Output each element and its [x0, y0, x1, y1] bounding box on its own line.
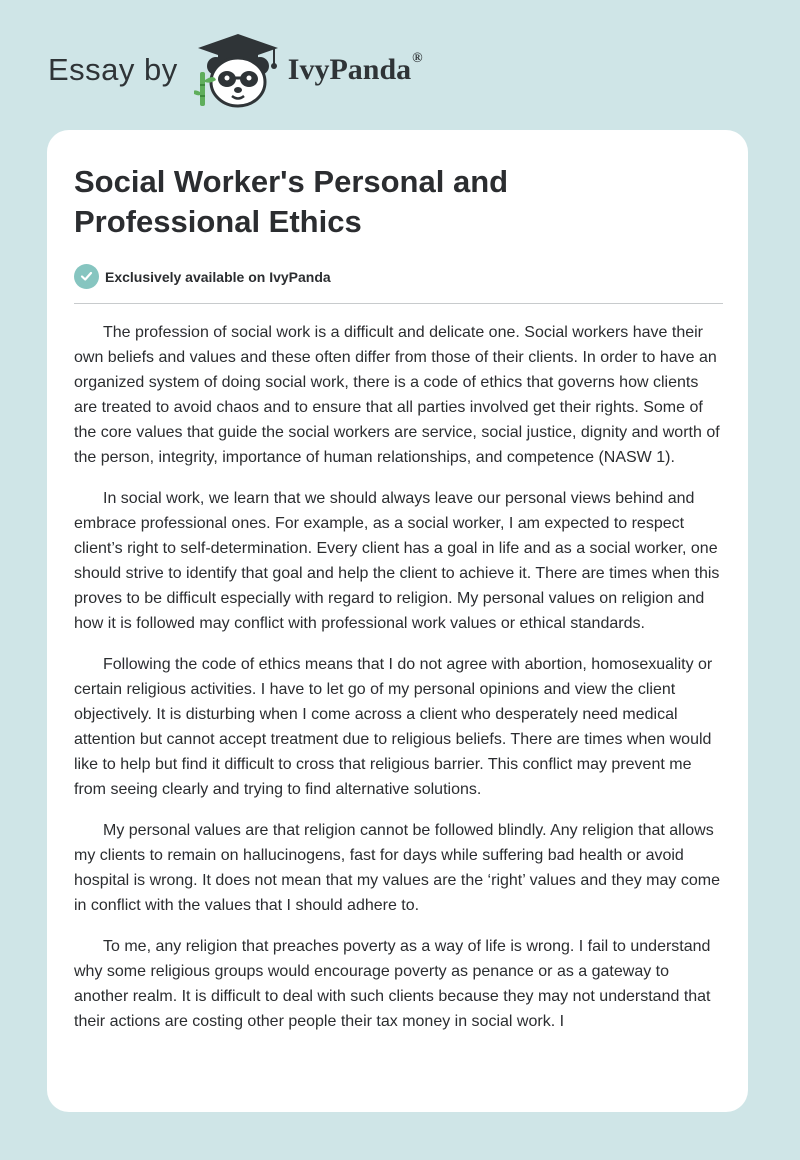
exclusive-badge-label: Exclusively available on IvyPanda — [105, 268, 331, 285]
brand-name[interactable]: IvyPanda® — [287, 51, 423, 86]
page-title: Social Worker's Personal and Professional Ethics — [74, 164, 509, 239]
check-icon — [74, 264, 99, 289]
site-header — [48, 30, 423, 110]
exclusive-badge — [74, 264, 331, 289]
divider — [74, 303, 723, 304]
essay-body — [74, 320, 722, 1050]
paragraph: My personal values are that religion cannot be followed blindly. Any religion that allows my clients to remain on hallucinogens, fast for days while suffering bad health or avoid hospital is wrong. It does not mean that my values are the ‘right’ values and they may come in conflict with the values that I should adhere to. — [74, 822, 720, 914]
paragraph: The profession of social work is a difficult and delicate one. Social workers have their own beliefs and values and these often differ from those of their clients. In order to have an organized system of doing social work, there is a code of ethics that governs how clients are treated to avoid chaos and to ensure that all parties involved get their rights. Some of the core values that guide the social workers are service, social justice, dignity and worth of the person, integrity, importance of human relationships, and competence (NASW 1). — [74, 324, 720, 466]
paragraph: To me, any religion that preaches poverty as a way of life is wrong. I fail to understand why some religious groups would encourage poverty as penance or as a gateway to another realm. It is difficult to deal with such clients because they may not understand that their actions are costing other people their tax money in social work. I — [74, 938, 711, 1030]
essay-by-label: Essay by — [48, 52, 178, 87]
paragraph: In social work, we learn that we should always leave our personal views behind and embrace professional ones. For example, as a social worker, I am expected to respect client’s right to self-determination. Every client has a goal in life and as a social worker, one should strive to identify that goal and help the client to achieve it. There are times when this proves to be difficult especially with regard to religion. My personal values on religion and how it is followed may conflict with professional work values or ethical standards. — [74, 490, 720, 632]
essay-card — [47, 130, 748, 1112]
registered-mark: ® — [412, 51, 423, 66]
paragraph: Following the code of ethics means that I do not agree with abortion, homosexuality or certain religious activities. I have to let go of my personal opinions and view the client objectively. It is disturbing when I come across a client who desperately need medical attention but cannot accept treatment due to religious beliefs. There are times when would like to help but find it difficult to cross that religious barrier. This conflict may prevent me from seeing clearly and trying to find alternative solutions. — [74, 656, 713, 798]
panda-graduate-logo-icon[interactable] — [194, 30, 282, 110]
